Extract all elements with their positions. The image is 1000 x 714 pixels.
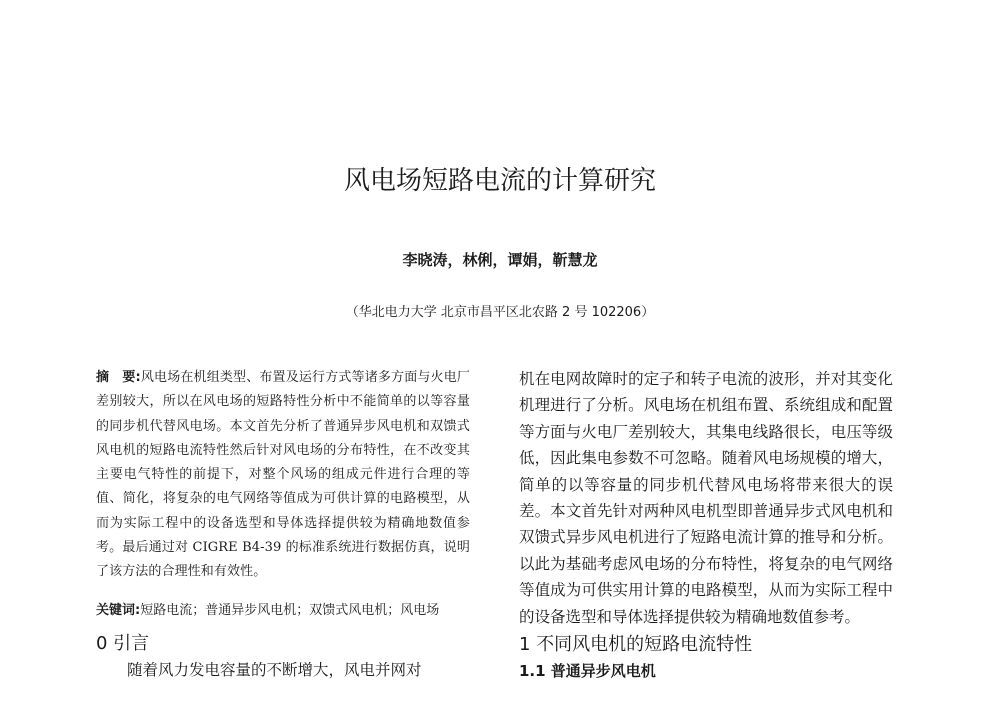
abstract-text: 风电场在机组类型、布置及运行方式等诸多方面与火电厂差别较大，所以在风电场的短路特性分析中不能简单的以等容量的同步机代替风电场。本文首先分析了普通异步风电机和双馈式风电机的短路电流特性然后针对风电场的分布特性，在不改变其主要电气特性的前提下，对整个风场的组成元件进行合理的等值、简化，将复杂的电气网络等值成为可供计算的电路模型，从而为实际工程中的设备选型和导体选择提供较为精确地数值参考。最后通过对 CIGRE B4-39 的标准系统进行数据仿真，说明了该方法的合理性和有效性。 bbox=[96, 370, 470, 580]
subsection-heading-1-1: 1.1 普通异步风电机 bbox=[519, 662, 656, 681]
paper-title: 风电场短路电流的计算研究 bbox=[343, 166, 656, 196]
left-column bbox=[96, 366, 470, 683]
introduction-continuation: 机在电网故障时的定子和转子电流的波形，并对其变化机理进行了分析。风电场在机组布置、系统组成和配置等方面与火电厂差别较大，其集电线路很长，电压等级低，因此集电参数不可忽略。随着风电场规模的增大，简单的以等容量的同步机代替风电场将带来很大的误差。本文首先针对两种风电机型即普通异步式风电机和双馈式异步风电机进行了短路电流计算的推导和分析。以此为基础考虑风电场的分布特性，将复杂的电气网络等值成为可供实用计算的电路模型，从而为实际工程中的设备选型和导体选择提供较为精确地数值参考。 bbox=[519, 370, 893, 626]
keywords-label: 关键词: bbox=[96, 602, 141, 618]
keywords bbox=[96, 599, 470, 623]
keywords-text: 短路电流；普通异步风电机；双馈式风电机；风电场 bbox=[140, 602, 440, 618]
right-column bbox=[519, 366, 893, 682]
affiliation: （华北电力大学 北京市昌平区北农路 2 号 102206） bbox=[345, 305, 655, 320]
abstract bbox=[96, 366, 470, 585]
abstract-label: 摘 要: bbox=[96, 370, 141, 385]
section-heading-1: 1 不同风电机的短路电流特性 bbox=[519, 634, 753, 656]
author-list: 李晓涛，林俐，谭娟，靳慧龙 bbox=[402, 251, 598, 269]
section-heading-introduction: 0 引言 bbox=[96, 632, 150, 654]
introduction-paragraph: 随着风力发电容量的不断增大，风电并网对 bbox=[127, 660, 422, 679]
